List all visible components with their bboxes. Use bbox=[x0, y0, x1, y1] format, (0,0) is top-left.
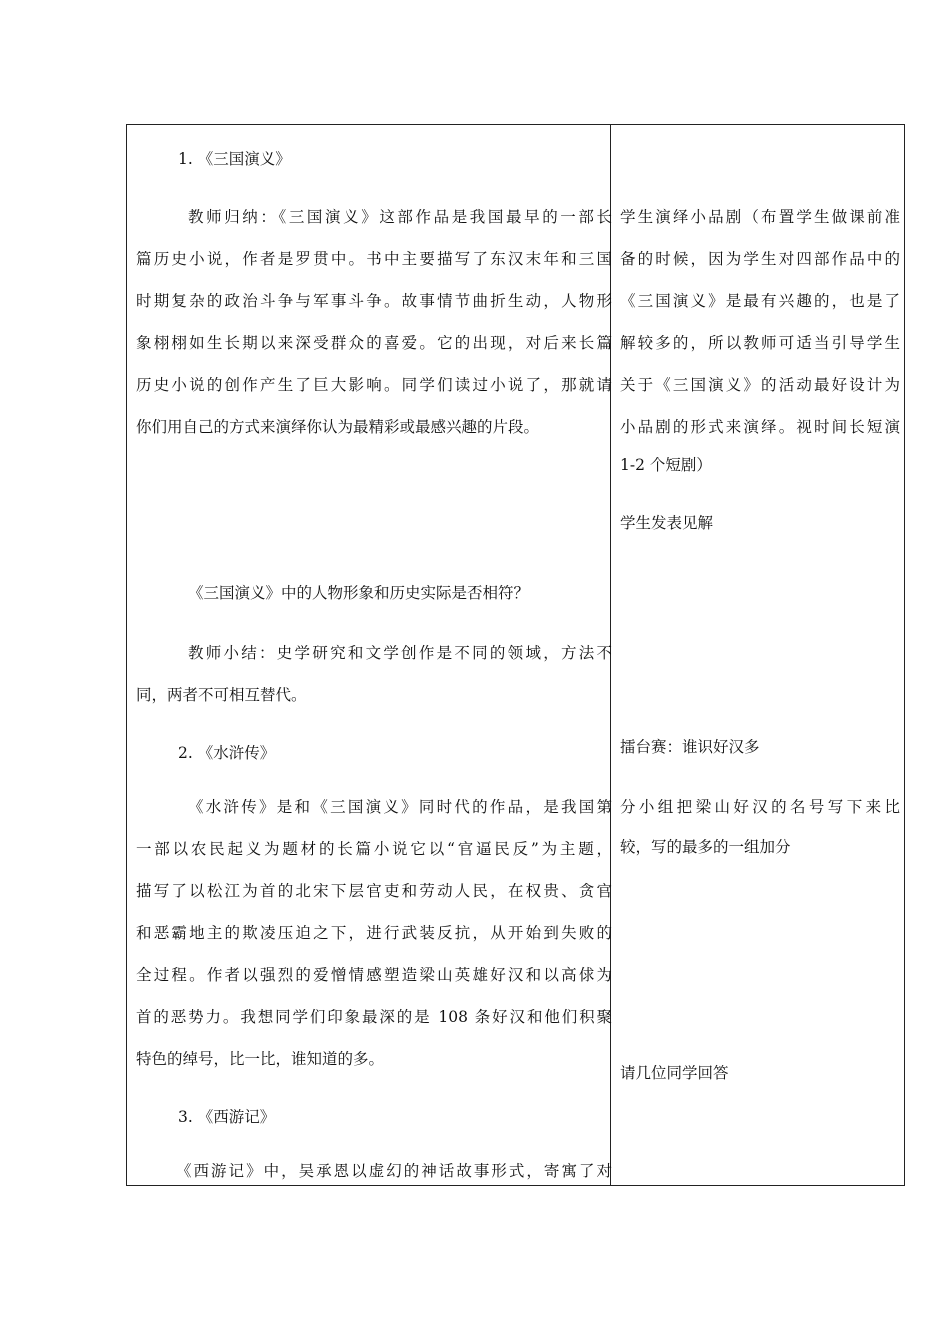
paragraph-line: 你们用自己的方式来演绎你认为最精彩或最感兴趣的片段。 bbox=[136, 418, 540, 436]
lesson-table bbox=[126, 124, 905, 1186]
activity-line: 较，写的最多的一组加分 bbox=[620, 838, 791, 856]
paragraph-line: 《水浒传》是和《三国演义》同时代的作品，是我国第 bbox=[188, 798, 612, 816]
paragraph-line: 时期复杂的政治斗争与军事斗争。故事情节曲折生动，人物形 bbox=[136, 292, 612, 310]
paragraph-line: 象栩栩如生长期以来深受群众的喜爱。它的出现，对后来长篇 bbox=[136, 334, 612, 352]
paragraph-line: 一部以农民起义为题材的长篇小说它以“官逼民反”为主题， bbox=[136, 840, 612, 858]
activity-line: 1-2 个短剧） bbox=[620, 456, 712, 474]
paragraph-line: 描写了以松江为首的北宋下层官吏和劳动人民，在权贵、贪官 bbox=[136, 882, 612, 900]
paragraph-line: 全过程。作者以强烈的爱憎情感塑造梁山英雄好汉和以高俅为 bbox=[136, 966, 612, 984]
question-text: 《三国演义》中的人物形象和历史实际是否相符？ bbox=[188, 584, 530, 602]
left-column bbox=[136, 125, 612, 1185]
activity-line: 分小组把梁山好汉的名号写下来比 bbox=[620, 798, 900, 816]
heading-shuihu: 2. 《水浒传》 bbox=[178, 744, 276, 762]
paragraph-line: 特色的绰号，比一比，谁知道的多。 bbox=[136, 1050, 385, 1068]
activity-line: 小品剧的形式来演绎。视时间长短演 bbox=[620, 418, 900, 436]
summary-line: 同，两者不可相互替代。 bbox=[136, 686, 307, 704]
heading-sanguo: 1. 《三国演义》 bbox=[178, 150, 291, 168]
heading-xiyou: 3. 《西游记》 bbox=[178, 1108, 276, 1126]
paragraph-line: 篇历史小说，作者是罗贯中。书中主要描写了东汉末年和三国 bbox=[136, 250, 612, 268]
activity-line: 学生演绎小品剧（布置学生做课前准 bbox=[620, 208, 900, 226]
activity-opinions: 学生发表见解 bbox=[620, 514, 714, 532]
paragraph-xiyou: 《西游记》中，吴承恩以虚幻的神话故事形式，寄寓了对 bbox=[176, 1162, 612, 1180]
paragraph-line: 教师归纳：《三国演义》这部作品是我国最早的一部长 bbox=[188, 208, 612, 226]
activity-contest: 擂台赛：谁识好汉多 bbox=[620, 738, 760, 756]
activity-line: 备的时候，因为学生对四部作品中的 bbox=[620, 250, 900, 268]
activity-answer: 请几位同学回答 bbox=[620, 1064, 729, 1082]
paragraph-line: 和恶霸地主的欺凌压迫之下，进行武装反抗，从开始到失败的 bbox=[136, 924, 612, 942]
activity-line: 《三国演义》是最有兴趣的，也是了 bbox=[620, 292, 900, 310]
summary-line: 教师小结：史学研究和文学创作是不同的领域，方法不 bbox=[188, 644, 612, 662]
activity-line: 解较多的，所以教师可适当引导学生 bbox=[620, 334, 900, 352]
activity-line: 关于《三国演义》的活动最好设计为 bbox=[620, 376, 900, 394]
paragraph-line: 历史小说的创作产生了巨大影响。同学们读过小说了，那就请 bbox=[136, 376, 612, 394]
right-column bbox=[620, 125, 900, 1185]
paragraph-line: 首的恶势力。我想同学们印象最深的是 108 条好汉和他们积聚 bbox=[136, 1008, 612, 1026]
